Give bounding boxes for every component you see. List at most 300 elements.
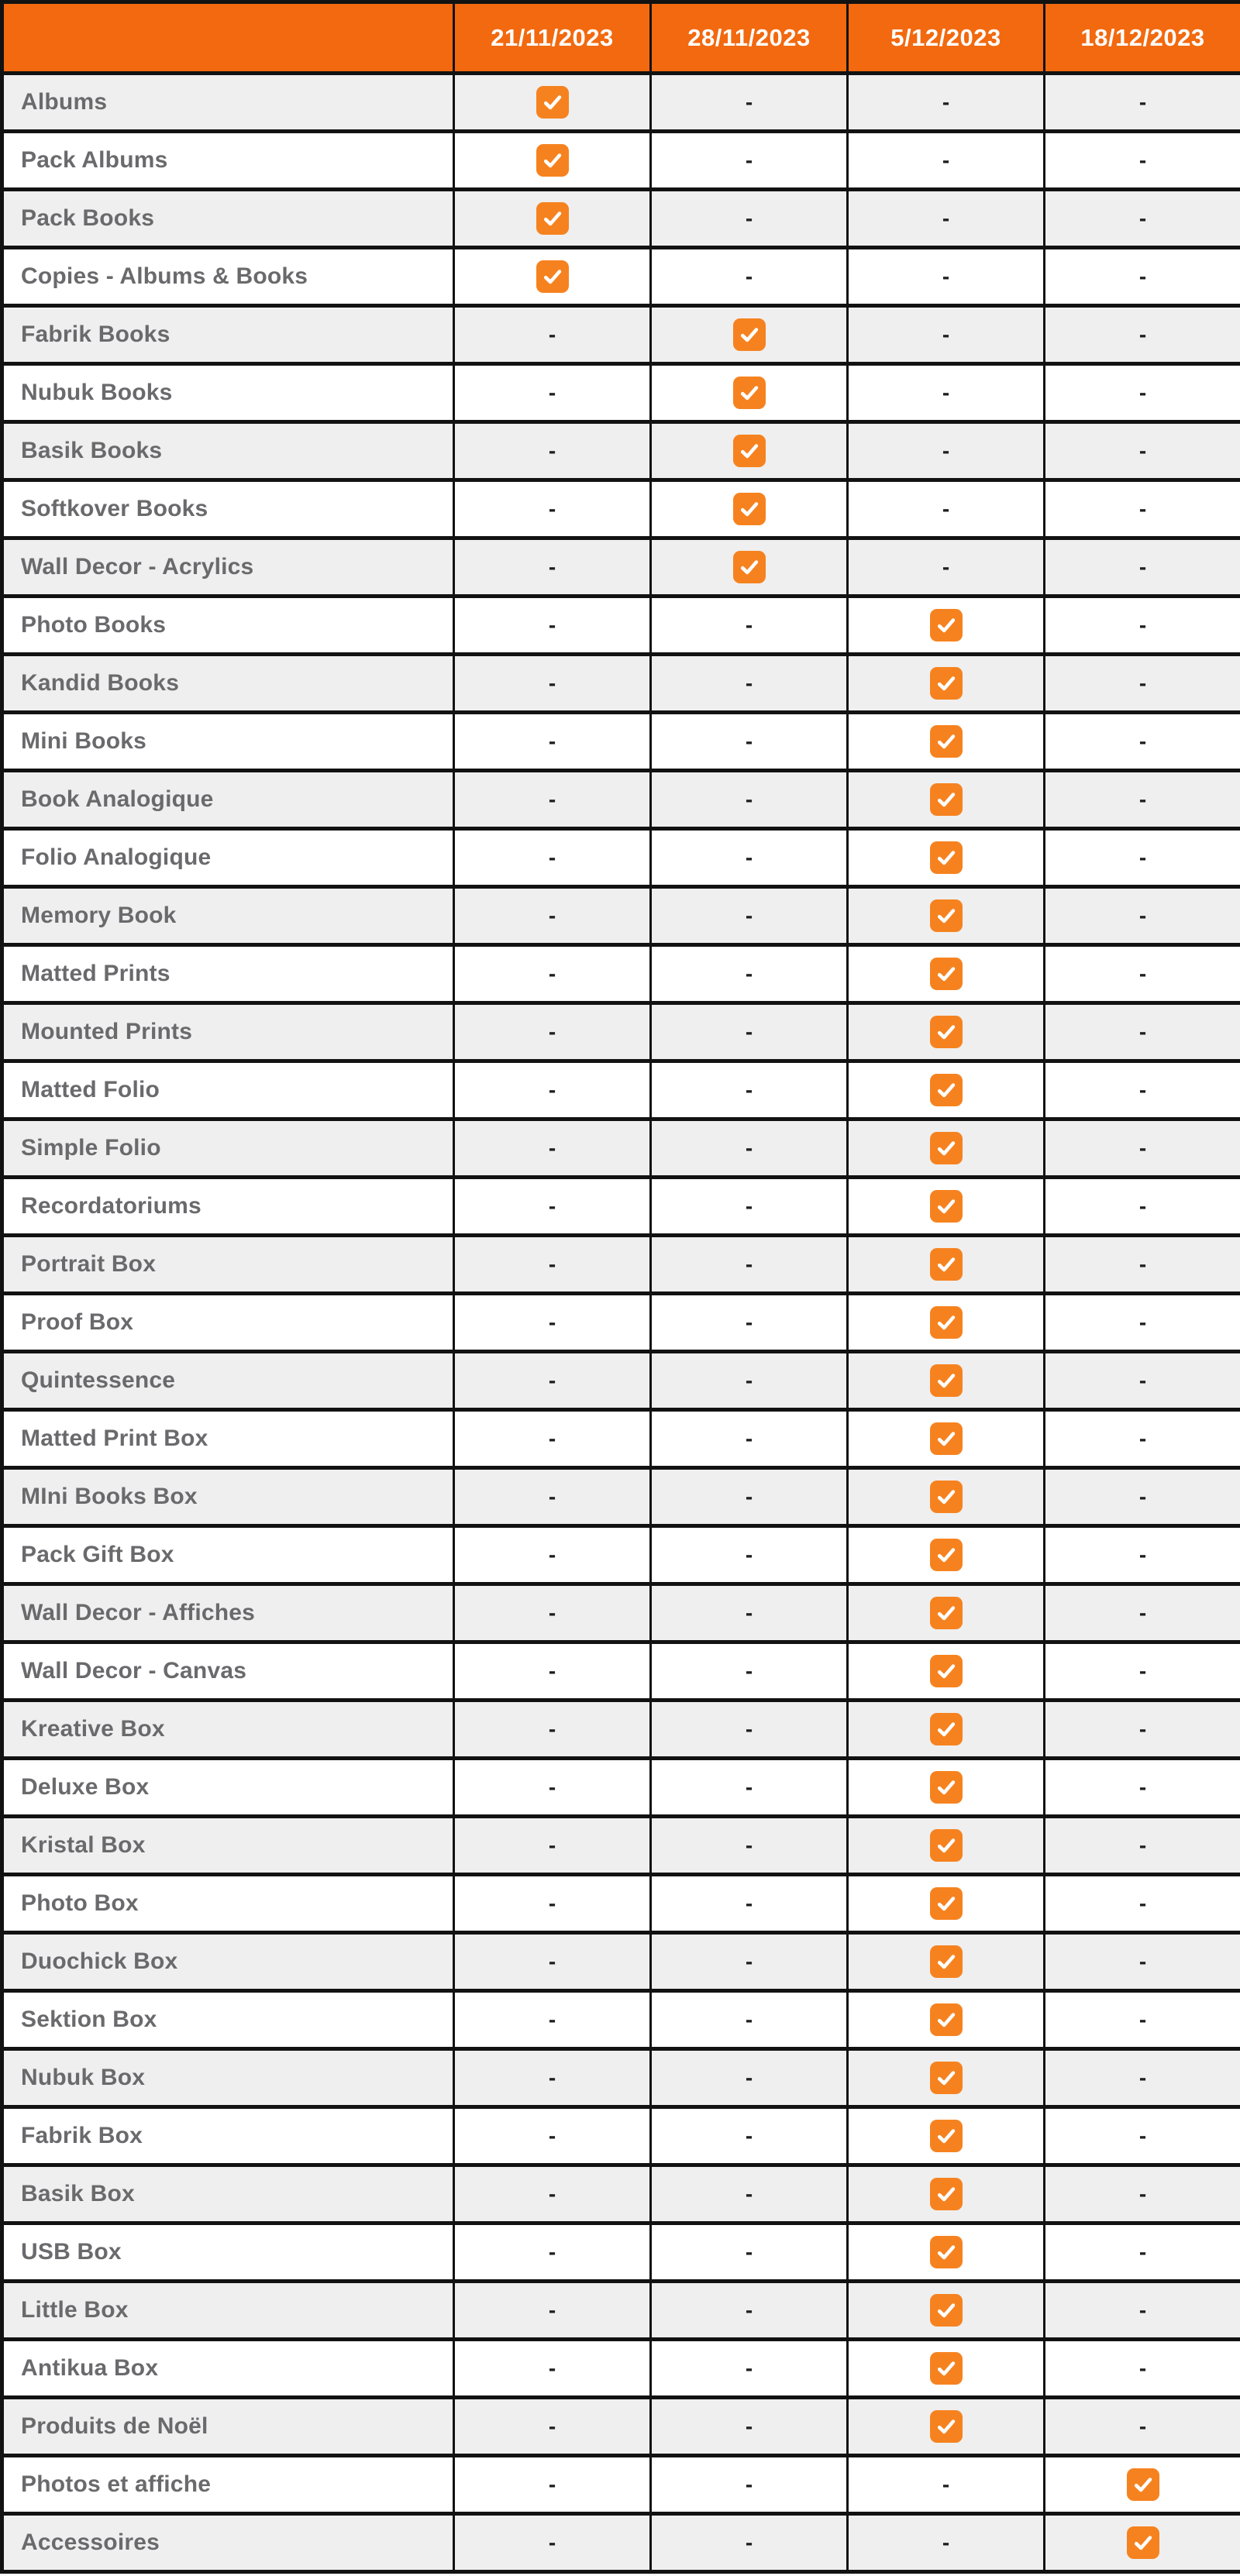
table-row xyxy=(2,1991,1240,2049)
product-name-cell: Basik Box xyxy=(2,2165,454,2223)
dash-placeholder: - xyxy=(548,1775,556,1799)
table-row xyxy=(2,1584,1240,1642)
availability-cell xyxy=(848,2165,1045,2223)
availability-cell xyxy=(1045,1933,1240,1991)
dash-placeholder: - xyxy=(548,380,556,404)
availability-cell xyxy=(848,597,1045,655)
availability-cell xyxy=(454,945,651,1003)
dash-placeholder: - xyxy=(1138,1194,1147,1218)
product-name-cell: Accessoires xyxy=(2,2514,454,2572)
availability-cell xyxy=(454,887,651,945)
checkbox-checked-icon xyxy=(930,1248,963,1281)
dash-placeholder: - xyxy=(1138,322,1147,346)
availability-cell xyxy=(454,1933,651,1991)
dash-placeholder: - xyxy=(745,2240,753,2264)
availability-cell xyxy=(651,1991,848,2049)
product-name-cell: Albums xyxy=(2,74,454,132)
dash-placeholder: - xyxy=(1138,1949,1147,1973)
check-glyph xyxy=(934,729,959,754)
dash-placeholder: - xyxy=(548,1601,556,1625)
product-name-cell: Wall Decor - Canvas xyxy=(2,1642,454,1701)
dash-placeholder: - xyxy=(942,148,950,172)
availability-cell xyxy=(1045,1817,1240,1875)
availability-cell xyxy=(1045,364,1240,422)
availability-cell xyxy=(1045,1991,1240,2049)
dash-placeholder: - xyxy=(1138,903,1147,927)
table-row xyxy=(2,2282,1240,2340)
availability-cell xyxy=(848,655,1045,713)
availability-cell xyxy=(848,1526,1045,1584)
product-name-cell: Recordatoriums xyxy=(2,1178,454,1236)
dash-placeholder: - xyxy=(1138,2298,1147,2322)
table-row xyxy=(2,1642,1240,1701)
table-row xyxy=(2,1933,1240,1991)
checkbox-checked-icon xyxy=(536,202,569,235)
availability-cell xyxy=(848,2107,1045,2165)
dash-placeholder: - xyxy=(745,1310,753,1334)
table-row xyxy=(2,1061,1240,1119)
availability-cell xyxy=(454,2398,651,2456)
dash-placeholder: - xyxy=(745,2065,753,2089)
dash-placeholder: - xyxy=(745,90,753,114)
checkbox-checked-icon xyxy=(930,2236,963,2268)
dash-placeholder: - xyxy=(548,2414,556,2438)
product-name-cell: Pack Gift Box xyxy=(2,1526,454,1584)
product-name-cell: Produits de Noël xyxy=(2,2398,454,2456)
dash-placeholder: - xyxy=(1138,1891,1147,1915)
availability-cell xyxy=(848,1294,1045,1352)
checkbox-checked-icon xyxy=(930,1306,963,1339)
availability-cell xyxy=(454,2514,651,2572)
availability-cell xyxy=(454,190,651,248)
dash-placeholder: - xyxy=(548,1717,556,1741)
availability-cell xyxy=(651,2049,848,2107)
availability-cell xyxy=(1045,1526,1240,1584)
availability-cell xyxy=(848,1875,1045,1933)
dash-placeholder: - xyxy=(1138,1426,1147,1450)
availability-cell xyxy=(848,2456,1045,2514)
dash-placeholder: - xyxy=(745,1717,753,1741)
checkbox-checked-icon xyxy=(930,1829,963,1862)
availability-cell xyxy=(651,1642,848,1701)
availability-cell xyxy=(1045,1061,1240,1119)
availability-cell xyxy=(848,2223,1045,2282)
availability-cell xyxy=(651,1759,848,1817)
availability-cell xyxy=(848,1584,1045,1642)
availability-cell xyxy=(651,74,848,132)
dash-placeholder: - xyxy=(548,497,556,521)
availability-cell xyxy=(454,2165,651,2223)
dash-placeholder: - xyxy=(745,1136,753,1160)
availability-cell xyxy=(651,1933,848,1991)
availability-cell xyxy=(454,1584,651,1642)
dash-placeholder: - xyxy=(548,1194,556,1218)
table-row xyxy=(2,1701,1240,1759)
dash-placeholder: - xyxy=(745,671,753,695)
product-name-cell: Mini Books xyxy=(2,713,454,771)
dash-placeholder: - xyxy=(745,845,753,869)
dash-placeholder: - xyxy=(1138,1601,1147,1625)
availability-cell xyxy=(848,2049,1045,2107)
dash-placeholder: - xyxy=(1138,1833,1147,1857)
availability-cell xyxy=(454,829,651,887)
dash-placeholder: - xyxy=(745,1078,753,1102)
product-name-cell: Photos et affiche xyxy=(2,2456,454,2514)
availability-cell xyxy=(651,1236,848,1294)
checkbox-checked-icon xyxy=(930,1364,963,1397)
table-row xyxy=(2,480,1240,538)
dash-placeholder: - xyxy=(745,1543,753,1567)
availability-cell xyxy=(1045,248,1240,306)
table-row xyxy=(2,2165,1240,2223)
dash-placeholder: - xyxy=(745,1659,753,1683)
dash-placeholder: - xyxy=(745,1891,753,1915)
dash-placeholder: - xyxy=(1138,497,1147,521)
dash-placeholder: - xyxy=(1138,1368,1147,1392)
product-name-cell: Portrait Box xyxy=(2,1236,454,1294)
checkbox-checked-icon xyxy=(930,958,963,990)
availability-cell xyxy=(1045,1294,1240,1352)
availability-cell xyxy=(1045,2107,1240,2165)
dash-placeholder: - xyxy=(548,1252,556,1276)
availability-cell xyxy=(1045,2165,1240,2223)
check-glyph xyxy=(934,1717,959,1742)
availability-cell xyxy=(651,887,848,945)
dash-placeholder: - xyxy=(745,148,753,172)
table-row xyxy=(2,306,1240,364)
availability-cell xyxy=(1045,2223,1240,2282)
dash-placeholder: - xyxy=(745,613,753,637)
date-column-header: 28/11/2023 xyxy=(651,2,848,74)
date-column-header: 21/11/2023 xyxy=(454,2,651,74)
availability-cell xyxy=(454,1294,651,1352)
dash-placeholder: - xyxy=(548,2007,556,2031)
availability-cell xyxy=(454,248,651,306)
check-glyph xyxy=(934,2240,959,2265)
availability-cell xyxy=(848,2340,1045,2398)
availability-cell xyxy=(454,132,651,190)
check-glyph xyxy=(540,264,565,289)
dash-placeholder: - xyxy=(745,1833,753,1857)
dash-placeholder: - xyxy=(745,2182,753,2206)
dash-placeholder: - xyxy=(745,1368,753,1392)
availability-cell xyxy=(848,2282,1045,2340)
dash-placeholder: - xyxy=(1138,2007,1147,2031)
checkbox-checked-icon xyxy=(930,725,963,758)
availability-cell xyxy=(1045,771,1240,829)
availability-cell xyxy=(454,1236,651,1294)
check-glyph xyxy=(934,2356,959,2381)
availability-cell xyxy=(651,306,848,364)
availability-cell xyxy=(651,597,848,655)
dash-placeholder: - xyxy=(548,1136,556,1160)
dash-placeholder: - xyxy=(1138,671,1147,695)
availability-cell xyxy=(651,1875,848,1933)
dash-placeholder: - xyxy=(745,264,753,288)
check-glyph xyxy=(1131,2472,1156,2497)
table-row xyxy=(2,655,1240,713)
availability-cell xyxy=(1045,945,1240,1003)
availability-cell xyxy=(848,945,1045,1003)
checkbox-checked-icon xyxy=(930,2178,963,2210)
availability-cell xyxy=(848,1642,1045,1701)
availability-cell xyxy=(651,1119,848,1178)
table-row xyxy=(2,887,1240,945)
availability-cell xyxy=(848,1003,1045,1061)
dash-placeholder: - xyxy=(548,671,556,695)
product-name-cell: Kandid Books xyxy=(2,655,454,713)
table-row xyxy=(2,1294,1240,1352)
checkbox-checked-icon xyxy=(930,1887,963,1920)
dash-placeholder: - xyxy=(548,2124,556,2148)
availability-cell xyxy=(848,1352,1045,1410)
availability-cell xyxy=(1045,1642,1240,1701)
product-name-cell: Matted Print Box xyxy=(2,1410,454,1468)
check-glyph xyxy=(737,497,762,521)
checkbox-checked-icon xyxy=(930,2352,963,2385)
availability-cell xyxy=(454,74,651,132)
check-glyph xyxy=(737,322,762,347)
table-row xyxy=(2,1759,1240,1817)
availability-cell xyxy=(1045,190,1240,248)
dash-placeholder: - xyxy=(1138,1775,1147,1799)
availability-cell xyxy=(454,597,651,655)
availability-cell xyxy=(651,2514,848,2572)
availability-cell xyxy=(454,1991,651,2049)
availability-cell xyxy=(1045,2282,1240,2340)
availability-cell xyxy=(1045,1759,1240,1817)
table-row xyxy=(2,422,1240,480)
availability-cell xyxy=(848,364,1045,422)
dash-placeholder: - xyxy=(942,439,950,463)
availability-cell xyxy=(651,2398,848,2456)
availability-cell xyxy=(651,1061,848,1119)
availability-cell xyxy=(848,1468,1045,1526)
table-row xyxy=(2,1410,1240,1468)
dash-placeholder: - xyxy=(1138,787,1147,811)
dash-placeholder: - xyxy=(1138,380,1147,404)
dash-placeholder: - xyxy=(548,2472,556,2496)
availability-cell xyxy=(848,1178,1045,1236)
dash-placeholder: - xyxy=(548,613,556,637)
availability-cell xyxy=(454,1526,651,1584)
checkbox-checked-icon xyxy=(930,2410,963,2443)
availability-cell xyxy=(651,132,848,190)
availability-cell xyxy=(848,887,1045,945)
availability-cell xyxy=(848,190,1045,248)
check-glyph xyxy=(934,1949,959,1974)
table-row xyxy=(2,829,1240,887)
checkbox-checked-icon xyxy=(930,1190,963,1223)
dash-placeholder: - xyxy=(548,1310,556,1334)
dash-placeholder: - xyxy=(942,380,950,404)
dash-placeholder: - xyxy=(1138,2356,1147,2380)
checkbox-checked-icon xyxy=(1127,2526,1159,2559)
check-glyph xyxy=(934,1252,959,1277)
availability-cell xyxy=(454,2456,651,2514)
availability-cell xyxy=(454,480,651,538)
availability-cell xyxy=(651,1294,848,1352)
checkbox-checked-icon xyxy=(733,435,766,467)
check-glyph xyxy=(737,555,762,580)
table-row xyxy=(2,74,1240,132)
check-glyph xyxy=(934,1543,959,1567)
availability-cell xyxy=(454,1178,651,1236)
availability-cell xyxy=(454,2223,651,2282)
dash-placeholder: - xyxy=(1138,439,1147,463)
availability-cell xyxy=(848,248,1045,306)
dash-placeholder: - xyxy=(942,206,950,230)
dash-placeholder: - xyxy=(548,2240,556,2264)
dash-placeholder: - xyxy=(548,1891,556,1915)
availability-cell xyxy=(454,655,651,713)
table-row xyxy=(2,1817,1240,1875)
dash-placeholder: - xyxy=(1138,1659,1147,1683)
table-row xyxy=(2,1875,1240,1933)
table-row xyxy=(2,2340,1240,2398)
table-row xyxy=(2,190,1240,248)
availability-cell xyxy=(454,1759,651,1817)
availability-cell xyxy=(454,538,651,597)
table-row xyxy=(2,1178,1240,1236)
availability-cell xyxy=(1045,538,1240,597)
product-name-cell: Nubuk Box xyxy=(2,2049,454,2107)
product-name-cell: Basik Books xyxy=(2,422,454,480)
availability-cell xyxy=(1045,2340,1240,2398)
product-name-cell: Fabrik Box xyxy=(2,2107,454,2165)
table-row xyxy=(2,597,1240,655)
checkbox-checked-icon xyxy=(930,1481,963,1513)
availability-cell xyxy=(1045,1178,1240,1236)
availability-cell xyxy=(651,2282,848,2340)
availability-cell xyxy=(454,1119,651,1178)
checkbox-checked-icon xyxy=(930,1655,963,1687)
dash-placeholder: - xyxy=(745,2472,753,2496)
table-row xyxy=(2,2456,1240,2514)
availability-cell xyxy=(848,1933,1045,1991)
product-name-cell: Proof Box xyxy=(2,1294,454,1352)
dash-placeholder: - xyxy=(1138,1717,1147,1741)
check-glyph xyxy=(934,1426,959,1451)
dash-placeholder: - xyxy=(548,1833,556,1857)
check-glyph xyxy=(934,671,959,696)
availability-cell xyxy=(651,1817,848,1875)
availability-cell xyxy=(1045,2514,1240,2572)
checkbox-checked-icon xyxy=(930,899,963,932)
check-glyph xyxy=(934,1078,959,1102)
availability-cell xyxy=(848,132,1045,190)
availability-cell xyxy=(651,2340,848,2398)
availability-cell xyxy=(651,1410,848,1468)
checkbox-checked-icon xyxy=(930,667,963,700)
checkbox-checked-icon xyxy=(930,1771,963,1804)
availability-cell xyxy=(848,713,1045,771)
dash-placeholder: - xyxy=(942,264,950,288)
availability-cell xyxy=(1045,887,1240,945)
availability-cell xyxy=(651,422,848,480)
dash-placeholder: - xyxy=(1138,206,1147,230)
availability-cell xyxy=(651,1468,848,1526)
availability-cell xyxy=(651,1003,848,1061)
availability-cell xyxy=(454,2107,651,2165)
dash-placeholder: - xyxy=(1138,148,1147,172)
checkbox-checked-icon xyxy=(733,377,766,409)
header-row xyxy=(2,2,1240,74)
product-name-cell: Pack Albums xyxy=(2,132,454,190)
dash-placeholder: - xyxy=(548,2530,556,2554)
dash-placeholder: - xyxy=(548,2182,556,2206)
availability-cell xyxy=(651,2223,848,2282)
check-glyph xyxy=(540,206,565,231)
availability-cell xyxy=(848,1061,1045,1119)
dash-placeholder: - xyxy=(548,1659,556,1683)
date-column-header: 18/12/2023 xyxy=(1045,2,1240,74)
availability-cell xyxy=(651,713,848,771)
check-glyph xyxy=(934,845,959,870)
dash-placeholder: - xyxy=(1138,2240,1147,2264)
check-glyph xyxy=(934,787,959,812)
checkbox-checked-icon xyxy=(930,1597,963,1629)
availability-cell xyxy=(1045,1003,1240,1061)
check-glyph xyxy=(934,1368,959,1393)
dash-placeholder: - xyxy=(1138,613,1147,637)
availability-cell xyxy=(848,1701,1045,1759)
checkbox-checked-icon xyxy=(930,1539,963,1571)
availability-cell xyxy=(651,2165,848,2223)
table-row xyxy=(2,713,1240,771)
availability-cell xyxy=(848,74,1045,132)
checkbox-checked-icon xyxy=(930,609,963,641)
availability-cell xyxy=(1045,1584,1240,1642)
availability-cell xyxy=(454,1468,651,1526)
availability-cell xyxy=(848,1991,1045,2049)
availability-cell xyxy=(1045,1236,1240,1294)
dash-placeholder: - xyxy=(548,1020,556,1044)
dash-placeholder: - xyxy=(1138,729,1147,753)
product-name-cell: Book Analogique xyxy=(2,771,454,829)
table-row xyxy=(2,1003,1240,1061)
check-glyph xyxy=(934,1136,959,1161)
dash-placeholder: - xyxy=(1138,90,1147,114)
check-glyph xyxy=(934,903,959,928)
dash-placeholder: - xyxy=(745,2530,753,2554)
availability-cell xyxy=(651,480,848,538)
dash-placeholder: - xyxy=(1138,1136,1147,1160)
checkbox-checked-icon xyxy=(930,1016,963,1048)
table-row xyxy=(2,248,1240,306)
dash-placeholder: - xyxy=(745,2298,753,2322)
availability-cell xyxy=(1045,1468,1240,1526)
checkbox-checked-icon xyxy=(930,1074,963,1106)
availability-cell xyxy=(651,1701,848,1759)
dash-placeholder: - xyxy=(548,1949,556,1973)
product-name-cell: Matted Prints xyxy=(2,945,454,1003)
availability-cell xyxy=(454,1701,651,1759)
dash-placeholder: - xyxy=(745,787,753,811)
availability-cell xyxy=(454,1003,651,1061)
product-column-header xyxy=(2,2,454,74)
checkbox-checked-icon xyxy=(733,551,766,583)
availability-cell xyxy=(848,1410,1045,1468)
dash-placeholder: - xyxy=(548,322,556,346)
availability-cell xyxy=(1045,1875,1240,1933)
table-row xyxy=(2,1526,1240,1584)
dash-placeholder: - xyxy=(548,1078,556,1102)
dash-placeholder: - xyxy=(1138,1310,1147,1334)
product-name-cell: Little Box xyxy=(2,2282,454,2340)
product-name-cell: Kreative Box xyxy=(2,1701,454,1759)
availability-cell xyxy=(1045,1119,1240,1178)
